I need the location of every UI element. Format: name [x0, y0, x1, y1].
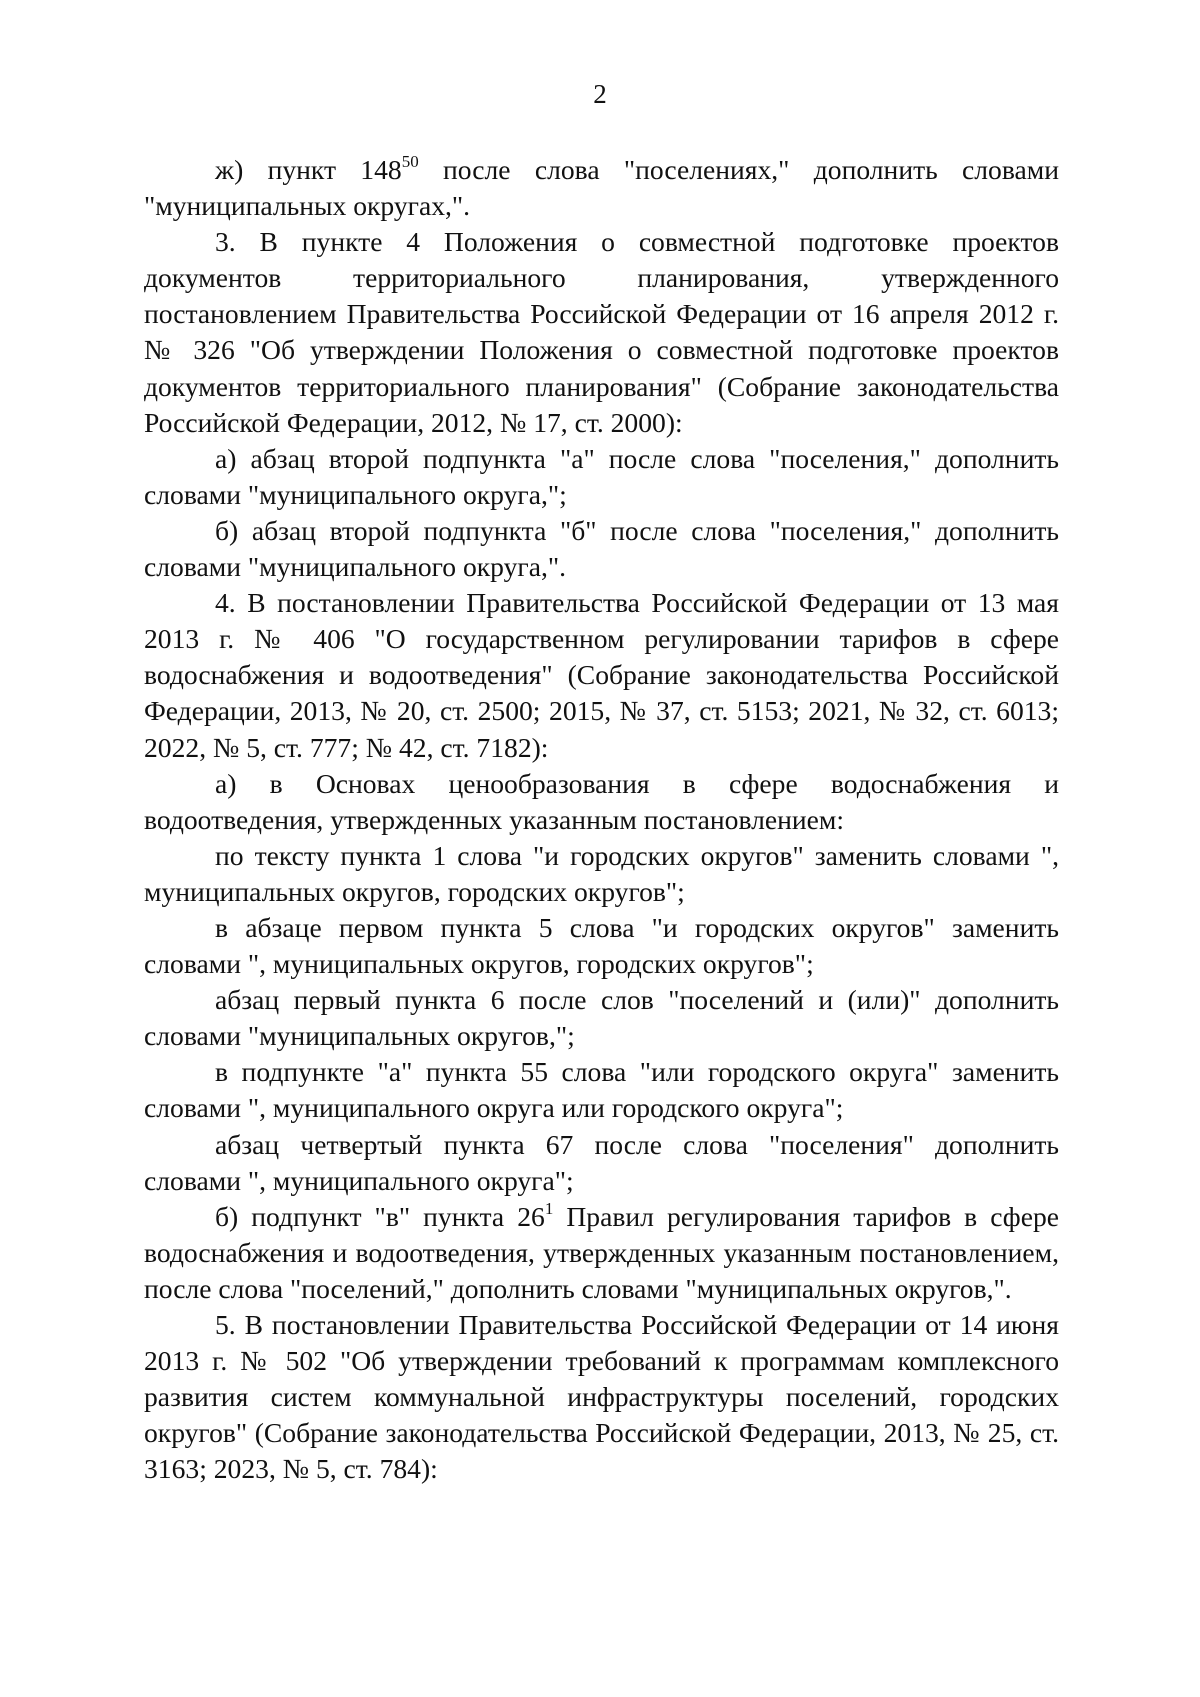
paragraph-text: после слова "поселениях," дополнить словами "муниципальных округах,". [144, 154, 1059, 222]
paragraph-item-4b [144, 1199, 1059, 1307]
document-body [144, 152, 1059, 1487]
paragraph-amendment: абзац первый пункта 6 после слов "поселений и (или)" дополнить словами "муниципальных округов,"; [144, 984, 1059, 1052]
paragraph-text: ж) пункт 148 [215, 154, 402, 185]
paragraph-item-4a: а) в Основах ценообразования в сфере водоснабжения и водоотведения, утвержденных указанным постановлением: [144, 767, 1059, 835]
paragraph-amendment: по тексту пункта 1 слова "и городских округов" заменить словами ", муниципальных округов, городских округов"; [144, 839, 1059, 907]
paragraph-text: Правил регулирования тарифов в сфере водоснабжения и водоотведения, утвержденных указанным постановлением, после слова "поселений," дополнить словами "муниципальных округов,". [144, 1200, 1059, 1304]
paragraph-amendment: в абзаце первом пункта 5 слова "и городских округов" заменить словами ", муниципальных округов, городских округов"; [144, 911, 1059, 980]
superscript: 1 [544, 1198, 554, 1218]
superscript: 50 [401, 151, 419, 171]
paragraph-item-3b: б) абзац второй подпункта "б" после слова "поселения," дополнить словами "муниципального округа,". [144, 514, 1059, 583]
paragraph-item-3: 3. В пункте 4 Положения о совместной подготовке проектов документов территориального планирования, утвержденного постановлением Правительства Российской Федерации от 16 апреля 2012 г. № 326 "Об утверждении Положения о совместной подготовке проектов документов территориального планирования" (Собрание законодательства Российской Федерации, 2012, № 17, ст. 2000): [144, 226, 1059, 438]
paragraph-item-3a: а) абзац второй подпункта "а" после слова "поселения," дополнить словами "муниципального округа,"; [144, 442, 1059, 510]
page-number: 2 [593, 79, 607, 109]
paragraph-item-4: 4. В постановлении Правительства Российской Федерации от 13 мая 2013 г. № 406 "О государственном регулировании тарифов в сфере водоснабжения и водоотведения" (Собрание законодательства Российской Федерации, 2013, № 20, ст. 2500; 2015, № 37, ст. 5153; 2021, № 32, ст. 6013; 2022, № 5, ст. 777; № 42, ст. 7182): [144, 587, 1059, 763]
paragraph-item-5: 5. В постановлении Правительства Российской Федерации от 14 июня 2013 г. № 502 "Об утверждении требований к программам комплексного развития систем коммунальной инфраструктуры поселений, городских округов" (Собрание законодательства Российской Федерации, 2013, № 25, ст. 3163; 2023, № 5, ст. 784): [144, 1309, 1059, 1485]
paragraph-item-zh [144, 152, 1059, 224]
paragraph-amendment: абзац четвертый пункта 67 после слова "поселения" дополнить словами ", муниципального округа"; [144, 1128, 1059, 1196]
paragraph-text: б) подпункт "в" пункта 26 [215, 1200, 545, 1232]
paragraph-amendment: в подпункте "а" пункта 55 слова "или городского округа" заменить словами ", муниципального округа или городского округа"; [144, 1056, 1059, 1124]
